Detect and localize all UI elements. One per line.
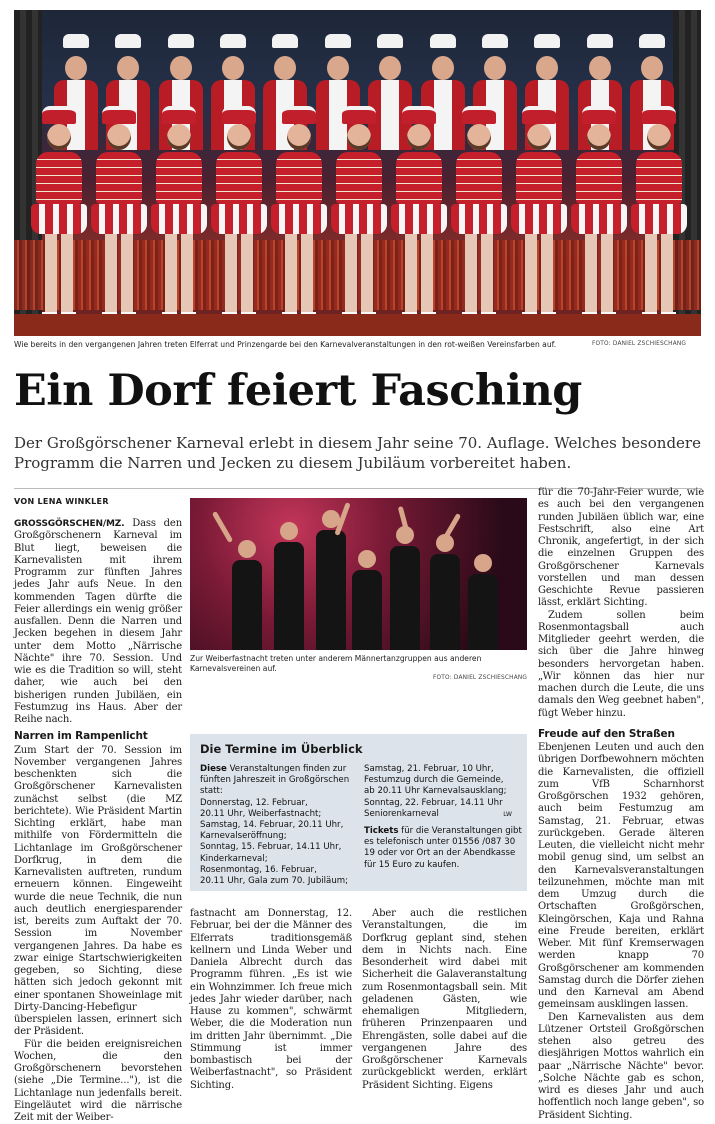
photo2-credit: FOTO: DANIEL ZSCHIESCHANG	[433, 675, 527, 681]
photo1-caption: Wie bereits in den vergangenen Jahren treten Elferrat und Prinzengarde bei den Karnevalveranstaltungen in den rot-weißen Vereinsfarben auf.	[14, 340, 554, 349]
paragraph: für die 70-Jahr-Feier wurde, wie es auch bei den vergangenen runden Jubiläen üblich war, eine Festschrift, also eine Art Chronik, angefertigt, in der sich die einzelnen Gruppen des Großgörschener Karnevals vorstellen und man dessen Geschichte Revue passieren lässt, erklärt Sichting.	[538, 487, 704, 610]
paragraph-text: Dass den Großgörschenern Karneval im Blut liegt, beweisen die Karnevalisten mit ihrem Programm zur fünften Jahres jedes Jahr aufs Neue. In den kommenden Tagen dürfte die Feier allerdings ein wenig größer ausfallen. Denn die Narren und Jecken begehen in diesem Jahr unter dem Motto „Närrische Nächte" ihre 70. Session. Und wie es die Tradition so will, steht daher, wie auch bei den bisherigen runden Jubiläen, ein Festumzug ins Haus. Aber der Reihe nach.	[14, 518, 182, 725]
column-4	[538, 487, 704, 1122]
event-line: Festumzug durch die Gemeinde,	[364, 775, 522, 786]
info-title: Die Termine im Überblick	[200, 742, 363, 756]
column-2	[190, 908, 352, 1092]
column-1	[14, 518, 182, 1124]
event-line: Kinderkarneval;	[200, 854, 355, 865]
paragraph	[14, 518, 182, 726]
top-photo	[14, 10, 701, 336]
tickets-info: Tickets für die Veranstaltungen gibt es telefonisch unter 01556 /087 30 19 oder vor Ort an der Abendkasse für 15 Euro zu kaufen.	[364, 826, 522, 871]
event-line: Donnerstag, 12. Februar,	[200, 798, 355, 809]
event-line: ab 20.11 Uhr Karnevalsausklang;	[364, 786, 522, 797]
info-intro: Diese Veranstaltungen finden zur fünften Jahreszeit in Großgörschen statt:	[200, 764, 355, 798]
event-line: Sonntag, 15. Februar, 14.11 Uhr,	[200, 842, 355, 853]
byline: VON LENA WINKLER	[14, 497, 109, 506]
stage-floor	[14, 314, 701, 336]
author-initials: LW	[503, 809, 512, 820]
event-line: Rosenmontag, 16. Februar,	[200, 865, 355, 876]
paragraph: Aber auch die restlichen Veranstaltungen, die im Dorfkrug geplant sind, stehen dem in Nichts nach. Eine Besonderheit wird dabei mit Sicherheit die Galaveranstaltung zum Rosenmontagsball sein. Mit geladenen Gästen, wie ehemaligen Mitgliedern, früheren Prinzenpaaren und Ehrengästen, solle dabei auf die vergangenen Jahre des Großgörschener Karnevals zurückgeblickt werden, erklärt Präsident Sichting. Eigens	[362, 908, 527, 1092]
section-heading: Narren im Rampenlicht	[14, 730, 182, 742]
column-3	[362, 908, 527, 1092]
photo2-caption: Zur Weiberfastnacht treten unter anderem Männertanzgruppen aus anderen Karnevalsvereinen auf.	[190, 654, 527, 674]
paragraph: Den Karnevalisten aus dem Lützener Ortsteil Großgörschen stehen also getreu des diesjährigen Mottos wahrlich ein paar „Närrische Nächte" bevor. „Solche Nächte gab es schon, wird es dieses Jahr und auch hoffentlich noch lange geben", so Präsident Sichting.	[538, 1012, 704, 1122]
event-line: Sonntag, 22. Februar, 14.11 Uhr	[364, 798, 522, 809]
mid-photo	[190, 498, 527, 650]
event-line: 20.11 Uhr, Weiberfastnacht;	[200, 809, 355, 820]
paragraph: Zum Start der 70. Session im November vergangenen Jahres beschenkten sich die Großgörschener Karnevalisten zunächst selbst (die MZ berichtete). Wie Präsident Martin Sichting erklärt, habe man mithilfe von Fördermitteln die Lichtanlage im Großgörschener Dorfkrug, in dem die Karnevalisten auftreten, rundum erneuern können. Eingeweiht wurde die neue Technik, die nun auch deutlich energiesparender ist, bereits zum Auftakt der 70. Session im November vergangenen Jahres. Da habe es zwar einige Startschwierigkeiten gegeben, so Sichting, diese hätten sich jedoch gekonnt mit einer spontanen Showeinlage mit Dirty-Dancing-Hebefigur überspielen lassen, erinnert sich der Präsident.	[14, 745, 182, 1039]
prinzengarde-row	[34, 106, 684, 336]
event-line: Samstag, 14. Februar, 20.11 Uhr,	[200, 820, 355, 831]
photo1-credit: FOTO: DANIEL ZSCHIESCHANG	[592, 341, 686, 347]
info-right-column	[364, 764, 522, 871]
paragraph: Ebenjenen Leuten und auch den übrigen Dorfbewohnern möchten die Karnevalisten, die offiziell zum VfB Scharnhorst Großgörschen 1932 gehören, auch beim Festumzug am Samstag, 21. Februar, etwas zurückgeben. Gerade älteren Leuten, die vielleicht nicht mehr mobil genug sind, um selbst an den Karnevalsveranstaltungen teilzunehmen, möchte man mit dem Umzug durch die Ortschaften Großgörschen, Kleingörschen, Kaja und Rahna eine Freude bereiten, erklärt Weber. Mit fünf Kremserwagen werden knapp 70 Großgörschener am kommenden Samstag durch die Dörfer ziehen und den Karneval am Abend gemeinsam ausklingen lassen.	[538, 742, 704, 1012]
info-left-column	[200, 764, 355, 887]
paragraph: fastnacht am Donnerstag, 12. Februar, bei der die Männer des Elferrats traditionsgemäß kellnern und Linda Weber und Daniela Albrecht durch das Programm führen. „Es ist wie ein Wohnzimmer. Ich freue mich jedes Jahr wieder darüber, nach Hause zu kommen", schwärmt Weber, die die Moderation nun im dritten Jahr übernimmt. „Die Stimmung ist immer bombastisch bei der Weiberfastnacht", so Präsident Sichting.	[190, 908, 352, 1092]
event-line: Karnevalseröffnung;	[200, 831, 355, 842]
paragraph: Für die beiden ereignisreichen Wochen, die den Großgörschenern bevorstehen (siehe „Die Termine..."), ist die Lichtanlage nun jedenfalls bereit. Eingeläutet wird die närrische Zeit mit der Weiber-	[14, 1039, 182, 1124]
event-line: Seniorenkarneval	[364, 809, 439, 819]
paragraph: Zudem sollen beim Rosenmontagsball auch Mitglieder geehrt werden, die sich über die Jahre hinweg besonders hervorgetan haben. „Wir können das hier nur machen durch die Leute, die uns damals den Weg geebnet haben", fügt Weber hinzu.	[538, 610, 704, 720]
section-heading: Freude auf den Straßen	[538, 728, 704, 740]
event-line: 20.11 Uhr, Gala zum 70. Jubiläum;	[200, 876, 355, 887]
subheadline: Der Großgörschener Karneval erlebt in diesem Jahr seine 70. Auflage. Welches besondere Programm die Narren und Jecken zu diesem Jubiläum vorbereitet haben.	[14, 433, 704, 473]
info-box	[190, 734, 527, 891]
headline: Ein Dorf feiert Fasching	[14, 366, 582, 416]
event-line: Samstag, 21. Februar, 10 Uhr,	[364, 764, 522, 775]
dateline: GROSSGÖRSCHEN/MZ.	[14, 519, 124, 529]
